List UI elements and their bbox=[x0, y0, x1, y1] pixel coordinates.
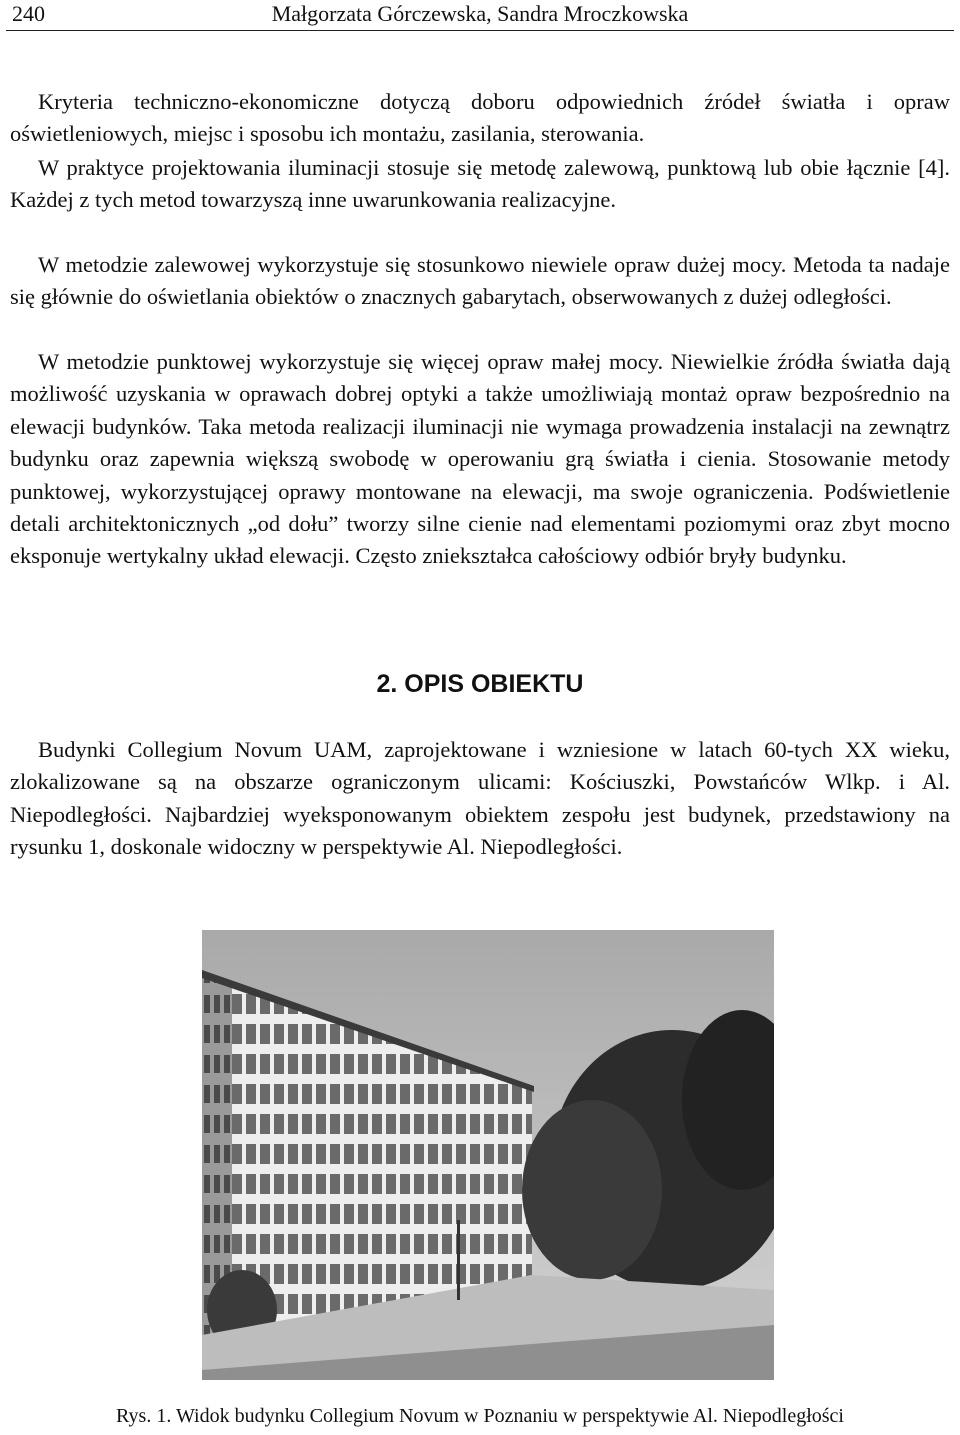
section-heading: 2. OPIS OBIEKTU bbox=[376, 670, 584, 698]
figure-caption: Rys. 1. Widok budynku Collegium Novum w Poznaniu w perspektywie Al. Niepodległości bbox=[116, 1405, 844, 1427]
running-header bbox=[6, 0, 954, 31]
paragraph-object-description: Budynki Collegium Novum UAM, zaprojektowane i wzniesione w latach 60-tych XX wieku, zlokalizowane są na obszarze ograniczonym ulicami: Kościuszki, Powstańców Wlkp. i Al. Niepodległości. Najbardziej wyeksponowanym obiektem zespołu jest budynek, przedstawiony na rysunku 1, doskonale widoczny w perspektywie Al. Niepodległości. bbox=[10, 737, 950, 860]
paragraph-methods: W praktyce projektowania iluminacji stosuje się metodę zalewową, punktową lub obie łącznie [4]. Każdej z tych metod towarzyszą inne uwarunkowania realizacyjne. bbox=[10, 155, 950, 213]
page-number: 240 bbox=[12, 1, 45, 26]
paragraph-flood-method: W metodzie zalewowej wykorzystuje się stosunkowo niewiele opraw dużej mocy. Metoda ta nadaje się głównie do oświetlania obiektów o znacznych gabarytach, obserwowanych z dużej odległości. bbox=[10, 252, 950, 310]
header-authors: Małgorzata Górczewska, Sandra Mroczkowska bbox=[271, 1, 689, 26]
paragraph-point-method: W metodzie punktowej wykorzystuje się więcej opraw małej mocy. Niewielkie źródła światła dają możliwość uzyskania w oprawach dobrej optyki a także umożliwiają montaż opraw bezpośrednio na elewacji budynków. Taka metoda realizacji iluminacji nie wymaga prowadzenia instalacji na zewnątrz budynku oraz zapewnia większą swobodę w operowaniu grą światła i cienia. Stosowanie metody punktowej, wykorzystującej oprawy montowane na elewacji, ma swoje ograniczenia. Podświetlenie detali architektonicznych „od dołu” tworzy silne cienie nad elementami poziomymi oraz zbyt mocno eksponuje wertykalny układ elewacji. Często zniekształca całościowy odbiór bryły budynku. bbox=[10, 349, 950, 569]
building-photo bbox=[202, 930, 774, 1380]
paragraph-criteria: Kryteria techniczno-ekonomiczne dotyczą doboru odpowiednich źródeł światła i opraw oświetleniowych, miejsc i sposobu ich montażu, zasilania, sterowania. bbox=[10, 89, 950, 147]
